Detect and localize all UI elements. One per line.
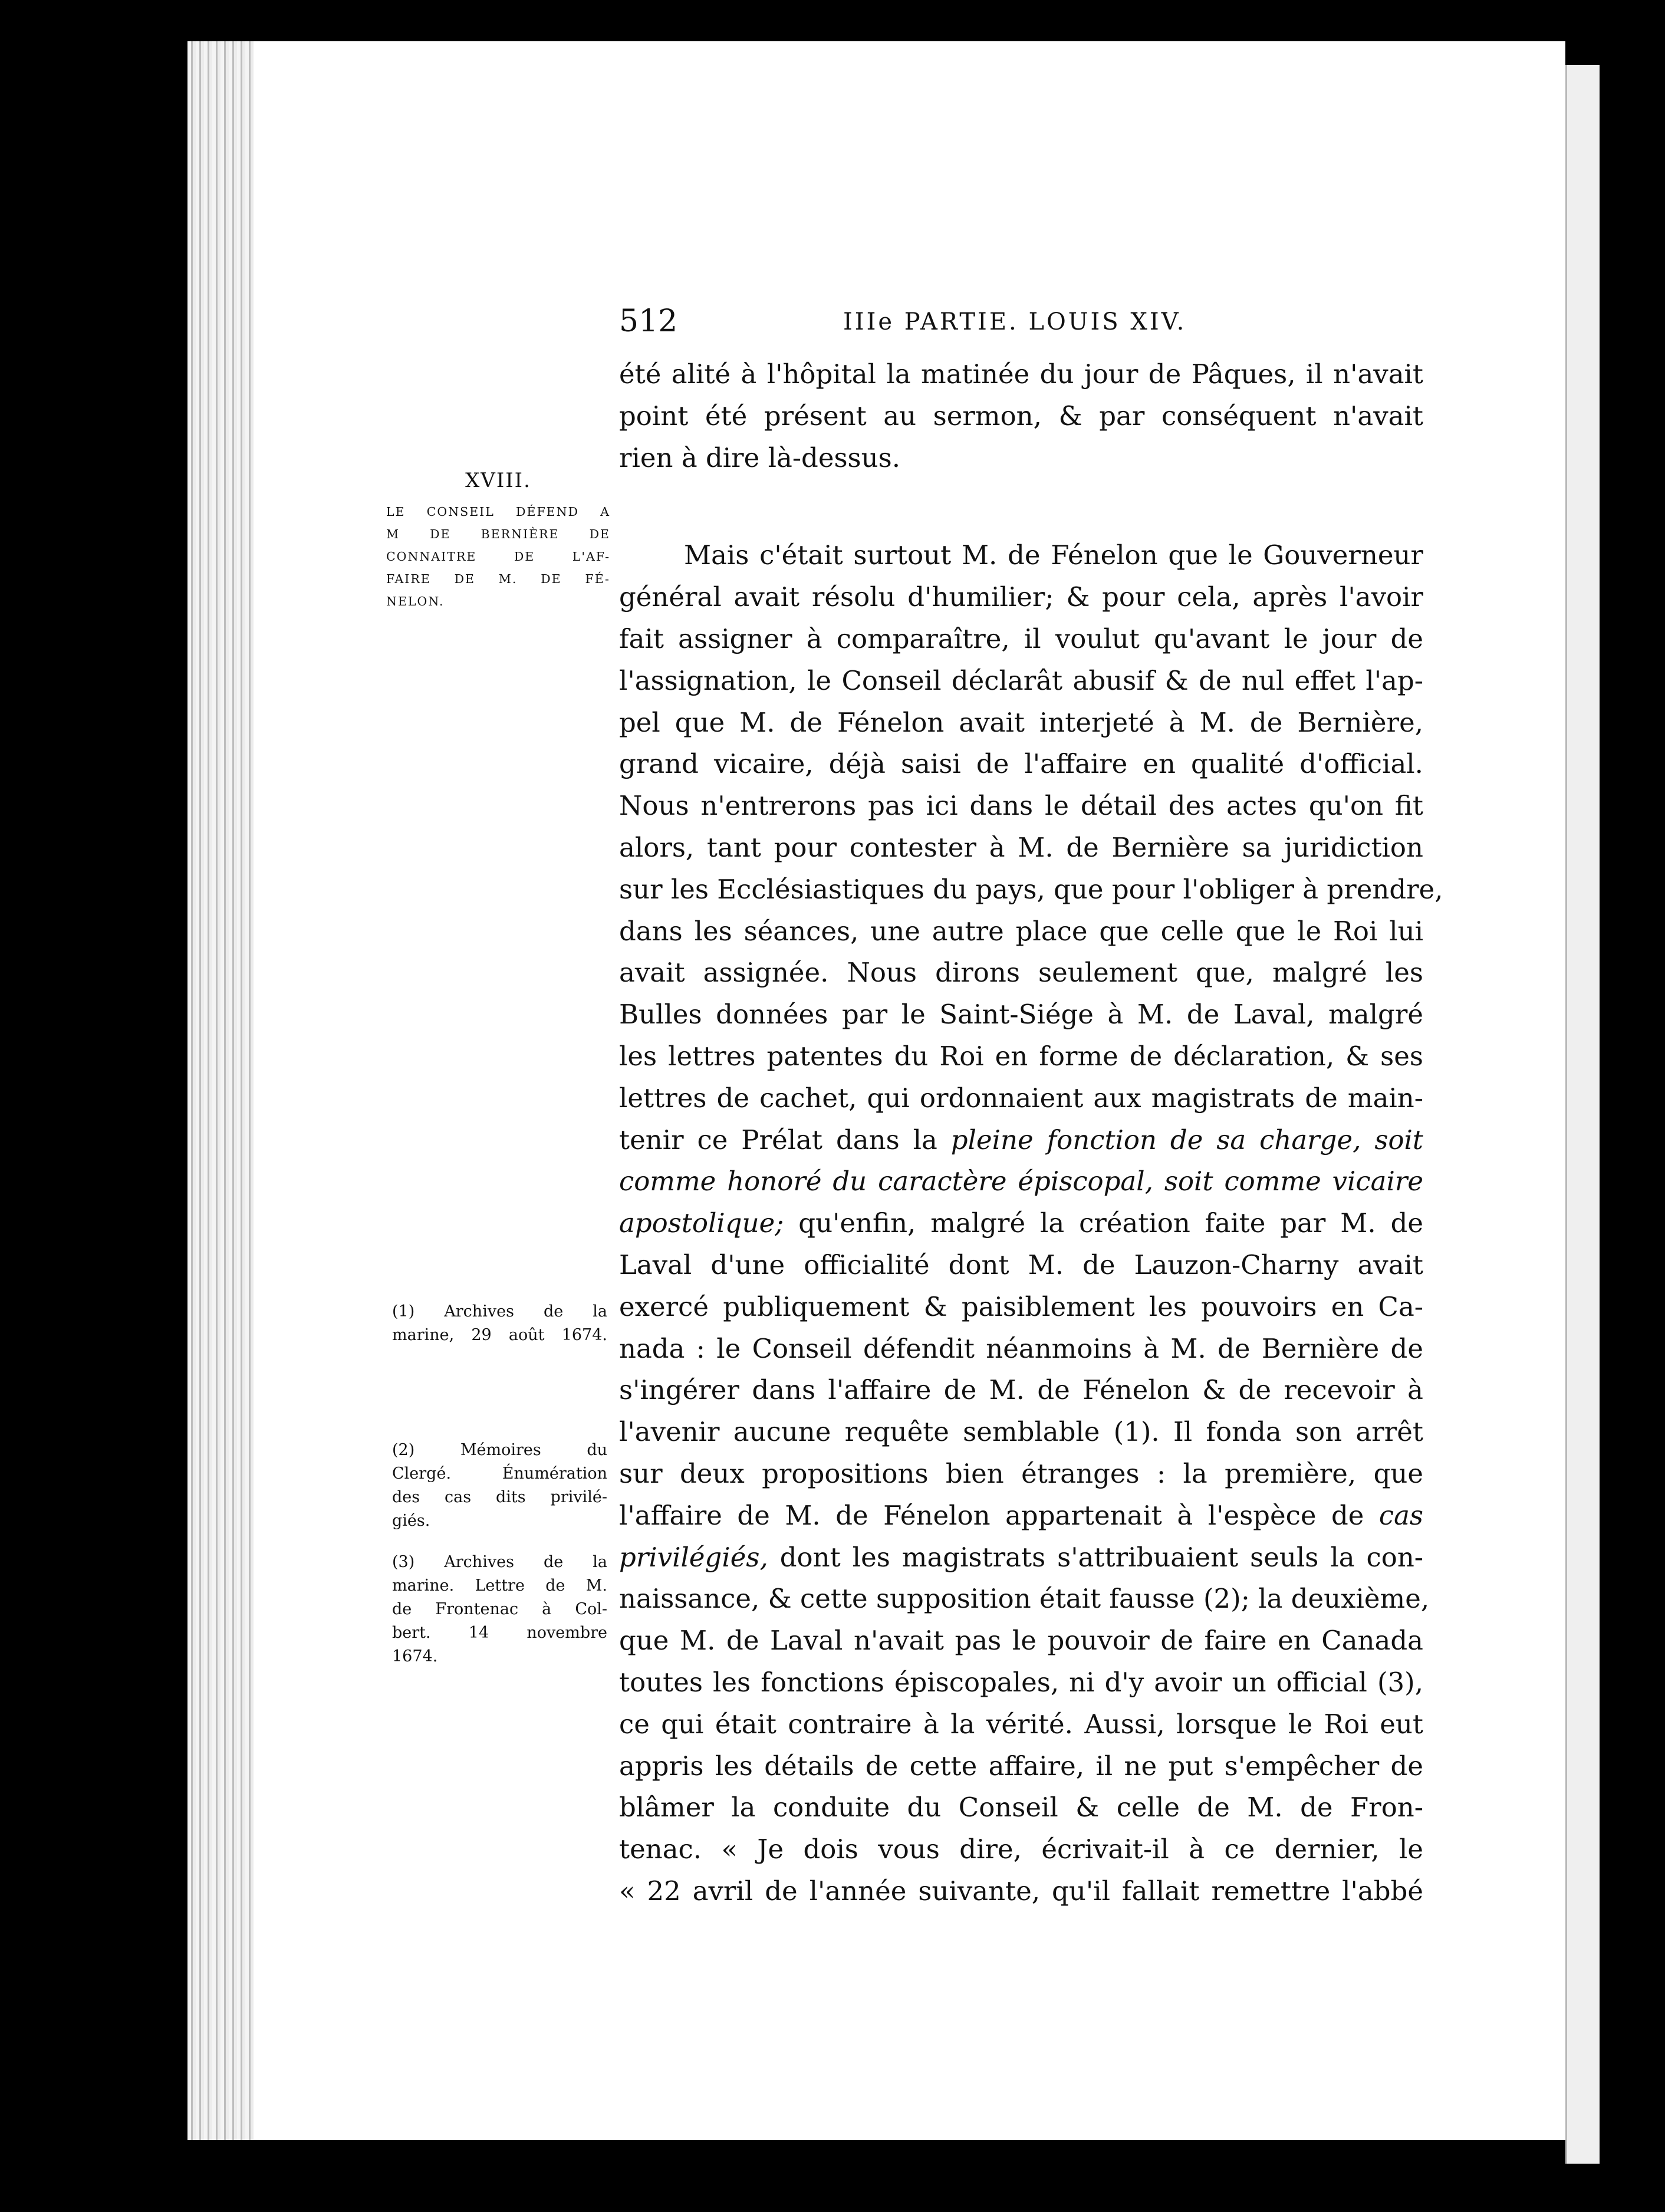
- italic-phrase: privilégiés,: [619, 1541, 768, 1573]
- text-run: l'affaire de M. de Fénelon appartenait à l'espèce de: [619, 1499, 1379, 1531]
- text-line: appris les détails de cette affaire, il ne put s'empêcher de: [619, 1750, 1423, 1782]
- text-line: dans les séances, une autre place que celle que le Roi lui: [619, 915, 1423, 947]
- margin-note-line: FAIRE DE M. DE FÉ-: [386, 572, 610, 586]
- running-title: IIIe PARTIE. LOUIS XIV.: [843, 308, 1187, 335]
- text-line: l'assignation, le Conseil déclarât abusif & de nul effet l'ap-: [619, 664, 1423, 696]
- footnote-2: [392, 1439, 607, 1533]
- text-run: qu'enfin, malgré la création faite par M. de: [784, 1207, 1423, 1239]
- text-line: exercé publiquement & paisiblement les pouvoirs en Ca-: [619, 1291, 1423, 1322]
- text-line: pel que M. de Fénelon avait interjeté à M. de Bernière,: [619, 706, 1423, 738]
- text-line: grand vicaire, déjà saisi de l'affaire en qualité d'official.: [619, 748, 1423, 780]
- text-line: ce qui était contraire à la vérité. Aussi, lorsque le Roi eut: [619, 1708, 1423, 1740]
- text-line: alors, tant pour contester à M. de Bernière sa juridiction: [619, 831, 1423, 863]
- text-line: blâmer la conduite du Conseil & celle de M. de Fron-: [619, 1792, 1423, 1823]
- page-number: 512: [619, 304, 678, 339]
- footnote-line: (2) Mémoires du: [392, 1441, 607, 1459]
- body-text: [619, 354, 1443, 1913]
- text-line: sur les Ecclésiastiques du pays, que pour l'obliger à prendre,: [619, 873, 1443, 905]
- text-line: [619, 1203, 1423, 1245]
- text-line: Bulles données par le Saint-Siége à M. de Laval, malgré: [619, 999, 1423, 1031]
- paragraph-gap: [619, 479, 1423, 535]
- text-line: Mais c'était surtout M. de Fénelon que le Gouverneur: [684, 539, 1423, 571]
- text-line: [619, 1537, 1423, 1579]
- text-line: point été présent au sermon, & par conséquent n'avait: [619, 400, 1423, 432]
- text-line: avait assignée. Nous dirons seulement que, malgré les: [619, 957, 1423, 989]
- section-number: XVIII.: [465, 469, 531, 492]
- text-line: sur deux propositions bien étranges : la première, que: [619, 1457, 1423, 1489]
- margin-note-line: LE CONSEIL DÉFEND A: [386, 505, 610, 519]
- text-line: toutes les fonctions épiscopales, ni d'y avoir un official (3),: [619, 1666, 1423, 1698]
- footnote-line: 1674.: [392, 1647, 438, 1665]
- text-line: naissance, & cette supposition était fausse (2); la deuxième,: [619, 1583, 1430, 1615]
- footnote-line: (1) Archives de la: [392, 1302, 607, 1321]
- footnote-line: Clergé. Énumération: [392, 1464, 607, 1483]
- text-line: lettres de cachet, qui ordonnaient aux magistrats de main-: [619, 1082, 1423, 1114]
- footnote-3: [392, 1551, 607, 1668]
- footnote-line: de Frontenac à Col-: [392, 1600, 607, 1618]
- footnote-line: giés.: [392, 1512, 430, 1530]
- footnote-line: marine. Lettre de M.: [392, 1576, 607, 1595]
- text-line: été alité à l'hôpital la matinée du jour de Pâques, il n'avait: [619, 358, 1423, 390]
- text-line: nada : le Conseil défendit néanmoins à M. de Bernière de: [619, 1332, 1423, 1364]
- footnote-1: [392, 1300, 607, 1347]
- facing-page-edge: [1565, 65, 1600, 2164]
- text-line: général avait résolu d'humilier; & pour cela, après l'avoir: [619, 581, 1423, 613]
- text-line: Nous n'entrerons pas ici dans le détail des actes qu'on fit: [619, 790, 1423, 822]
- text-run: dont les magistrats s'attribuaient seuls la con-: [768, 1541, 1423, 1573]
- text-line: [619, 1120, 1423, 1161]
- footnote-line: (3) Archives de la: [392, 1553, 607, 1571]
- text-line: fait assigner à comparaître, il voulut qu'avant le jour de: [619, 623, 1423, 654]
- text-line: Laval d'une officialité dont M. de Lauzon-Charny avait: [619, 1249, 1423, 1281]
- book-page-edges: [187, 41, 258, 2140]
- text-line: l'avenir aucune requête semblable (1). Il fonda son arrêt: [619, 1416, 1423, 1448]
- text-line: rien à dire là-dessus.: [619, 442, 901, 473]
- margin-note-line: M DE BERNIÈRE DE: [386, 527, 610, 541]
- text-line: s'ingérer dans l'affaire de M. de Fénelon & de recevoir à: [619, 1374, 1423, 1406]
- margin-summary-note: [386, 469, 610, 613]
- text-line: [619, 1495, 1423, 1537]
- footnote-line: des cas dits privilé-: [392, 1488, 607, 1506]
- italic-phrase: pleine fonction de sa charge, soit: [950, 1124, 1424, 1156]
- text-line: tenac. « Je dois vous dire, écrivait-il à ce dernier, le: [619, 1834, 1423, 1865]
- footnote-line: marine, 29 août 1674.: [392, 1326, 607, 1344]
- text-run: tenir ce Prélat dans la: [619, 1124, 951, 1156]
- italic-phrase: apostolique;: [619, 1207, 784, 1239]
- italic-phrase: comme honoré du caractère épiscopal, soit comme vicaire: [619, 1166, 1423, 1197]
- margin-note-line: NELON.: [386, 594, 445, 608]
- text-line: les lettres patentes du Roi en forme de déclaration, & ses: [619, 1040, 1423, 1072]
- text-line: [619, 1161, 1423, 1203]
- margin-note-line: CONNAITRE DE L'AF-: [386, 549, 610, 564]
- text-line: que M. de Laval n'avait pas le pouvoir de faire en Canada: [619, 1625, 1423, 1657]
- footnote-line: bert. 14 novembre: [392, 1624, 607, 1642]
- italic-phrase: cas: [1378, 1499, 1423, 1531]
- text-line: « 22 avril de l'année suivante, qu'il fallait remettre l'abbé: [619, 1875, 1423, 1907]
